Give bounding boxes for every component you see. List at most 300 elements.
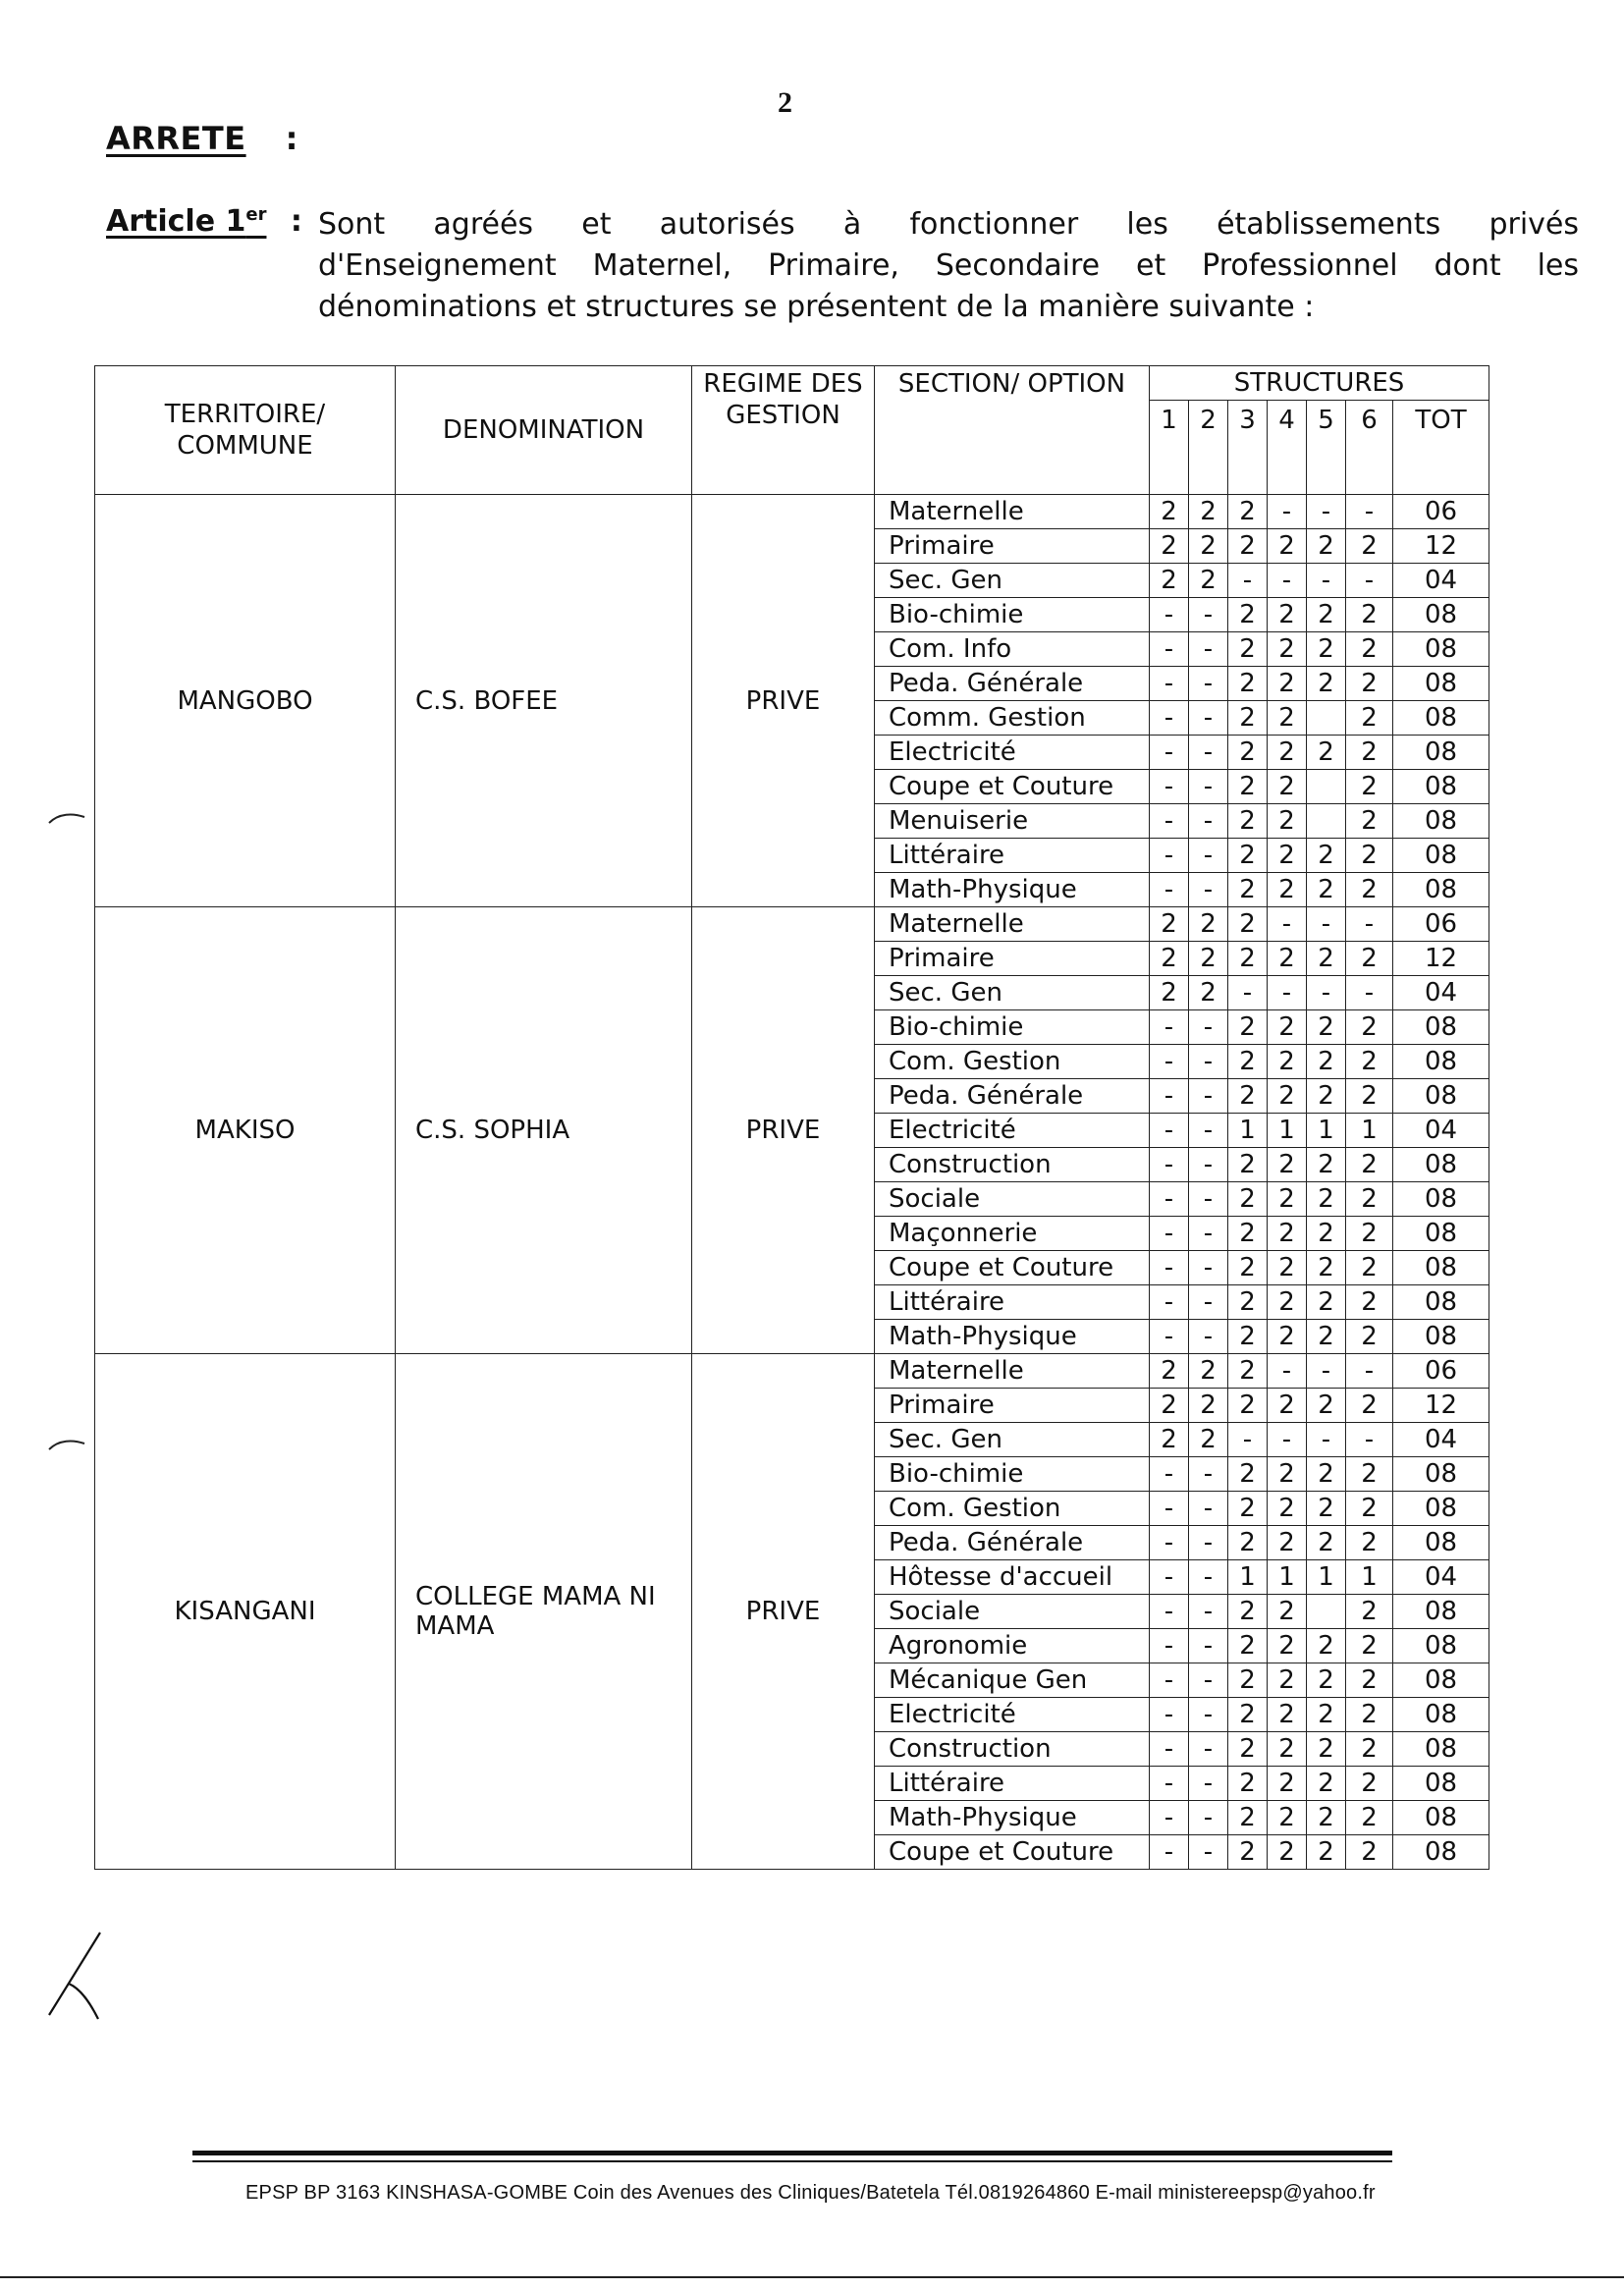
structure-cell: 2 bbox=[1150, 976, 1189, 1010]
structure-cell: - bbox=[1268, 495, 1307, 529]
header-territoire: TERRITOIRE/ COMMUNE bbox=[95, 366, 396, 495]
structure-cell: 2 bbox=[1346, 1079, 1393, 1114]
article-text bbox=[318, 204, 1579, 328]
total-cell: 08 bbox=[1393, 1767, 1489, 1801]
structure-cell: 2 bbox=[1228, 1285, 1268, 1320]
structure-cell: - bbox=[1189, 1251, 1228, 1285]
article-line: dénominations et structures se présentent de la manière suivante : bbox=[318, 290, 1315, 324]
structure-cell: 1 bbox=[1346, 1560, 1393, 1595]
structure-cell: 2 bbox=[1346, 804, 1393, 839]
structure-cell: - bbox=[1189, 770, 1228, 804]
section-cell: Bio-chimie bbox=[875, 598, 1150, 632]
structure-cell: 2 bbox=[1228, 1526, 1268, 1560]
header-section: SECTION/ OPTION bbox=[875, 366, 1150, 495]
structure-cell: 2 bbox=[1346, 1320, 1393, 1354]
section-cell: Mécanique Gen bbox=[875, 1663, 1150, 1698]
structure-cell: 2 bbox=[1307, 667, 1346, 701]
structure-cell: 2 bbox=[1228, 1663, 1268, 1698]
structure-cell: - bbox=[1228, 564, 1268, 598]
structure-cell: 2 bbox=[1189, 907, 1228, 942]
structure-cell: 2 bbox=[1228, 1629, 1268, 1663]
section-cell: Math-Physique bbox=[875, 1801, 1150, 1835]
structure-cell: 2 bbox=[1268, 1079, 1307, 1114]
total-cell: 08 bbox=[1393, 1010, 1489, 1045]
signature-mark bbox=[39, 1925, 128, 2023]
structure-cell: 2 bbox=[1346, 770, 1393, 804]
section-cell: Maternelle bbox=[875, 907, 1150, 942]
structure-cell: 2 bbox=[1150, 1389, 1189, 1423]
structure-cell: - bbox=[1189, 1560, 1228, 1595]
structure-cell: - bbox=[1346, 1354, 1393, 1389]
structure-cell: 2 bbox=[1189, 529, 1228, 564]
structure-cell: 2 bbox=[1268, 1767, 1307, 1801]
structure-cell: - bbox=[1268, 564, 1307, 598]
total-cell: 08 bbox=[1393, 839, 1489, 873]
structure-cell: - bbox=[1268, 976, 1307, 1010]
structure-cell: 2 bbox=[1268, 632, 1307, 667]
structure-cell: 2 bbox=[1268, 1457, 1307, 1492]
structure-cell bbox=[1307, 1595, 1346, 1629]
structure-cell: - bbox=[1150, 1629, 1189, 1663]
article-colon: : bbox=[290, 204, 302, 239]
structure-cell: - bbox=[1150, 1698, 1189, 1732]
header-col-tot: TOT bbox=[1393, 401, 1489, 495]
structure-cell: 2 bbox=[1228, 1389, 1268, 1423]
structure-cell: - bbox=[1189, 736, 1228, 770]
structure-cell bbox=[1307, 770, 1346, 804]
structure-cell: 2 bbox=[1307, 1801, 1346, 1835]
header-col-1: 1 bbox=[1150, 401, 1189, 495]
structure-cell: 2 bbox=[1268, 598, 1307, 632]
structure-cell: 2 bbox=[1228, 1801, 1268, 1835]
denomination-cell: COLLEGE MAMA NI MAMA bbox=[396, 1354, 692, 1870]
structure-cell: - bbox=[1268, 1354, 1307, 1389]
structure-cell: 2 bbox=[1307, 1698, 1346, 1732]
margin-mark bbox=[47, 1438, 86, 1451]
table-row bbox=[95, 495, 1489, 529]
structure-cell: - bbox=[1150, 1835, 1189, 1870]
structures-table bbox=[94, 365, 1489, 1870]
section-cell: Coupe et Couture bbox=[875, 1835, 1150, 1870]
structure-cell: 2 bbox=[1346, 598, 1393, 632]
structure-cell: 2 bbox=[1228, 736, 1268, 770]
structure-cell: 2 bbox=[1268, 1285, 1307, 1320]
structure-cell: 2 bbox=[1307, 1663, 1346, 1698]
structure-cell: - bbox=[1189, 1801, 1228, 1835]
structure-cell: 2 bbox=[1268, 1182, 1307, 1217]
structure-cell: 2 bbox=[1268, 1320, 1307, 1354]
total-cell: 04 bbox=[1393, 976, 1489, 1010]
structure-cell: 2 bbox=[1228, 1217, 1268, 1251]
structure-cell: 2 bbox=[1346, 1801, 1393, 1835]
regime-cell: PRIVE bbox=[692, 907, 875, 1354]
structure-cell: - bbox=[1189, 1595, 1228, 1629]
structure-cell: - bbox=[1150, 632, 1189, 667]
section-cell: Sociale bbox=[875, 1595, 1150, 1629]
total-cell: 04 bbox=[1393, 1560, 1489, 1595]
structure-cell: 2 bbox=[1307, 598, 1346, 632]
structure-cell: 2 bbox=[1268, 839, 1307, 873]
structure-cell: 2 bbox=[1307, 942, 1346, 976]
total-cell: 08 bbox=[1393, 1182, 1489, 1217]
structure-cell: 2 bbox=[1268, 1698, 1307, 1732]
structure-cell: - bbox=[1150, 1148, 1189, 1182]
structure-cell: 2 bbox=[1346, 1010, 1393, 1045]
structure-cell: - bbox=[1150, 736, 1189, 770]
structure-cell: - bbox=[1189, 1457, 1228, 1492]
article-line: d'Enseignement Maternel, Primaire, Secondaire et Professionnel dont les bbox=[318, 248, 1579, 283]
section-cell: Littéraire bbox=[875, 839, 1150, 873]
section-cell: Math-Physique bbox=[875, 873, 1150, 907]
structure-cell: 2 bbox=[1228, 1595, 1268, 1629]
header-col-5: 5 bbox=[1307, 401, 1346, 495]
structure-cell: 2 bbox=[1228, 632, 1268, 667]
structure-cell: 2 bbox=[1268, 804, 1307, 839]
structure-cell: - bbox=[1150, 1251, 1189, 1285]
structure-cell: 2 bbox=[1307, 529, 1346, 564]
section-cell: Peda. Générale bbox=[875, 1526, 1150, 1560]
section-cell: Electricité bbox=[875, 1114, 1150, 1148]
section-cell: Math-Physique bbox=[875, 1320, 1150, 1354]
total-cell: 08 bbox=[1393, 1732, 1489, 1767]
structure-cell: - bbox=[1150, 701, 1189, 736]
structure-cell: 2 bbox=[1307, 1629, 1346, 1663]
structure-cell: 2 bbox=[1228, 873, 1268, 907]
total-cell: 04 bbox=[1393, 564, 1489, 598]
structure-cell: 2 bbox=[1268, 1251, 1307, 1285]
structure-cell: 2 bbox=[1346, 1698, 1393, 1732]
structure-cell: 2 bbox=[1346, 873, 1393, 907]
structure-cell: - bbox=[1189, 1285, 1228, 1320]
table-body bbox=[95, 495, 1489, 1870]
structure-cell: 2 bbox=[1228, 770, 1268, 804]
structure-cell: 2 bbox=[1268, 1732, 1307, 1767]
structure-cell: 2 bbox=[1189, 1389, 1228, 1423]
structure-cell: 2 bbox=[1346, 701, 1393, 736]
regime-cell: PRIVE bbox=[692, 1354, 875, 1870]
structure-cell: 2 bbox=[1189, 564, 1228, 598]
structure-cell: 2 bbox=[1268, 1010, 1307, 1045]
structure-cell: 2 bbox=[1228, 667, 1268, 701]
section-cell: Littéraire bbox=[875, 1285, 1150, 1320]
structure-cell: 2 bbox=[1346, 1835, 1393, 1870]
structure-cell bbox=[1307, 701, 1346, 736]
total-cell: 08 bbox=[1393, 701, 1489, 736]
structure-cell: - bbox=[1189, 804, 1228, 839]
footer-rule-thin bbox=[192, 2160, 1392, 2162]
structure-cell: 2 bbox=[1307, 1320, 1346, 1354]
page-number: 2 bbox=[778, 86, 792, 119]
regime-cell: PRIVE bbox=[692, 495, 875, 907]
structure-cell: - bbox=[1150, 1560, 1189, 1595]
structure-cell: 2 bbox=[1307, 1251, 1346, 1285]
structure-cell: - bbox=[1189, 1767, 1228, 1801]
section-cell: Comm. Gestion bbox=[875, 701, 1150, 736]
structure-cell: 2 bbox=[1228, 1010, 1268, 1045]
structure-cell: 2 bbox=[1346, 1732, 1393, 1767]
structure-cell: - bbox=[1307, 1423, 1346, 1457]
structure-cell: - bbox=[1150, 804, 1189, 839]
territoire-cell: MAKISO bbox=[95, 907, 396, 1354]
structure-cell: 2 bbox=[1150, 1354, 1189, 1389]
total-cell: 06 bbox=[1393, 907, 1489, 942]
structure-cell: - bbox=[1150, 1767, 1189, 1801]
total-cell: 08 bbox=[1393, 1492, 1489, 1526]
total-cell: 06 bbox=[1393, 1354, 1489, 1389]
section-cell: Maternelle bbox=[875, 495, 1150, 529]
section-cell: Peda. Générale bbox=[875, 667, 1150, 701]
structure-cell: 2 bbox=[1307, 1182, 1346, 1217]
bottom-rule bbox=[0, 2276, 1624, 2278]
structure-cell: 2 bbox=[1268, 701, 1307, 736]
total-cell: 08 bbox=[1393, 1698, 1489, 1732]
header-structures: STRUCTURES bbox=[1150, 366, 1489, 401]
structure-cell: 2 bbox=[1228, 1698, 1268, 1732]
structure-cell bbox=[1307, 804, 1346, 839]
structure-cell: - bbox=[1189, 1698, 1228, 1732]
structure-cell: 2 bbox=[1346, 1595, 1393, 1629]
structure-cell: 2 bbox=[1189, 495, 1228, 529]
structure-cell: 2 bbox=[1228, 598, 1268, 632]
structure-cell: - bbox=[1189, 873, 1228, 907]
structure-cell: - bbox=[1307, 564, 1346, 598]
structure-cell: 2 bbox=[1150, 495, 1189, 529]
table-row bbox=[95, 1354, 1489, 1389]
article-label bbox=[106, 204, 302, 239]
total-cell: 12 bbox=[1393, 1389, 1489, 1423]
structure-cell: - bbox=[1228, 976, 1268, 1010]
structure-cell: - bbox=[1150, 1114, 1189, 1148]
arrete-heading bbox=[106, 120, 298, 157]
article-line: Sont agréés et autorisés à fonctionner les établissements privés bbox=[318, 207, 1579, 242]
structure-cell: - bbox=[1189, 1835, 1228, 1870]
structure-cell: 2 bbox=[1346, 1492, 1393, 1526]
structure-cell: 2 bbox=[1228, 1492, 1268, 1526]
structure-cell: 2 bbox=[1189, 976, 1228, 1010]
structure-cell: 1 bbox=[1307, 1560, 1346, 1595]
total-cell: 12 bbox=[1393, 529, 1489, 564]
structure-cell: 2 bbox=[1307, 839, 1346, 873]
structure-cell: 2 bbox=[1268, 942, 1307, 976]
structure-cell: 2 bbox=[1346, 1182, 1393, 1217]
section-cell: Com. Gestion bbox=[875, 1492, 1150, 1526]
structure-cell: 2 bbox=[1307, 1285, 1346, 1320]
header-col-6: 6 bbox=[1346, 401, 1393, 495]
structure-cell: - bbox=[1150, 1182, 1189, 1217]
structure-cell: 2 bbox=[1268, 1595, 1307, 1629]
section-cell: Primaire bbox=[875, 1389, 1150, 1423]
structure-cell: 2 bbox=[1228, 1835, 1268, 1870]
section-cell: Construction bbox=[875, 1732, 1150, 1767]
section-cell: Coupe et Couture bbox=[875, 770, 1150, 804]
structure-cell: 2 bbox=[1346, 1629, 1393, 1663]
structure-cell: - bbox=[1189, 1079, 1228, 1114]
total-cell: 08 bbox=[1393, 1285, 1489, 1320]
structure-cell: 2 bbox=[1268, 1148, 1307, 1182]
total-cell: 12 bbox=[1393, 942, 1489, 976]
structure-cell: 2 bbox=[1307, 1389, 1346, 1423]
structure-cell: 2 bbox=[1189, 942, 1228, 976]
structure-cell: 2 bbox=[1268, 1801, 1307, 1835]
total-cell: 04 bbox=[1393, 1423, 1489, 1457]
territoire-cell: KISANGANI bbox=[95, 1354, 396, 1870]
structure-cell: 2 bbox=[1307, 1079, 1346, 1114]
structure-cell: 2 bbox=[1268, 736, 1307, 770]
structure-cell: 2 bbox=[1228, 1320, 1268, 1354]
structure-cell: 2 bbox=[1228, 804, 1268, 839]
structure-cell: 2 bbox=[1307, 873, 1346, 907]
total-cell: 08 bbox=[1393, 1148, 1489, 1182]
section-cell: Littéraire bbox=[875, 1767, 1150, 1801]
table-row bbox=[95, 907, 1489, 942]
structure-cell: 2 bbox=[1307, 1457, 1346, 1492]
structure-cell: - bbox=[1189, 1045, 1228, 1079]
total-cell: 08 bbox=[1393, 1526, 1489, 1560]
arrete-title: ARRETE bbox=[106, 120, 246, 157]
structure-cell: - bbox=[1189, 598, 1228, 632]
structure-cell: - bbox=[1189, 1629, 1228, 1663]
structure-cell: 1 bbox=[1268, 1560, 1307, 1595]
structure-cell: 2 bbox=[1346, 1457, 1393, 1492]
section-cell: Construction bbox=[875, 1148, 1150, 1182]
structure-cell: - bbox=[1150, 1079, 1189, 1114]
structure-cell: - bbox=[1189, 667, 1228, 701]
section-cell: Peda. Générale bbox=[875, 1079, 1150, 1114]
section-cell: Electricité bbox=[875, 736, 1150, 770]
structure-cell: 1 bbox=[1307, 1114, 1346, 1148]
structure-cell: 2 bbox=[1307, 1492, 1346, 1526]
total-cell: 08 bbox=[1393, 1045, 1489, 1079]
structure-cell: 2 bbox=[1307, 1732, 1346, 1767]
total-cell: 08 bbox=[1393, 1251, 1489, 1285]
structure-cell: - bbox=[1189, 1320, 1228, 1354]
structure-cell: - bbox=[1189, 1492, 1228, 1526]
structure-cell: 2 bbox=[1189, 1423, 1228, 1457]
structure-cell: - bbox=[1189, 701, 1228, 736]
header-denomination: DENOMINATION bbox=[396, 366, 692, 495]
section-cell: Com. Info bbox=[875, 632, 1150, 667]
total-cell: 08 bbox=[1393, 1801, 1489, 1835]
structure-cell: 2 bbox=[1346, 667, 1393, 701]
article-label-sup: er bbox=[245, 204, 267, 225]
section-cell: Sec. Gen bbox=[875, 976, 1150, 1010]
total-cell: 08 bbox=[1393, 1457, 1489, 1492]
structure-cell: 2 bbox=[1346, 1526, 1393, 1560]
total-cell: 08 bbox=[1393, 1217, 1489, 1251]
structure-cell: 2 bbox=[1346, 942, 1393, 976]
structure-cell: 2 bbox=[1228, 1767, 1268, 1801]
structure-cell: 2 bbox=[1268, 1045, 1307, 1079]
structure-cell: 2 bbox=[1307, 1526, 1346, 1560]
structure-cell: - bbox=[1346, 907, 1393, 942]
structure-cell: - bbox=[1150, 1801, 1189, 1835]
structure-cell: - bbox=[1346, 976, 1393, 1010]
section-cell: Electricité bbox=[875, 1698, 1150, 1732]
structure-cell: - bbox=[1307, 976, 1346, 1010]
structure-cell: - bbox=[1150, 1045, 1189, 1079]
structure-cell: - bbox=[1346, 495, 1393, 529]
structure-cell: 2 bbox=[1268, 1526, 1307, 1560]
structure-cell: 2 bbox=[1307, 1010, 1346, 1045]
structure-cell: 2 bbox=[1346, 1663, 1393, 1698]
structure-cell: - bbox=[1150, 1217, 1189, 1251]
structure-cell: - bbox=[1150, 1663, 1189, 1698]
structure-cell: 2 bbox=[1307, 632, 1346, 667]
structure-cell: 2 bbox=[1150, 1423, 1189, 1457]
section-cell: Menuiserie bbox=[875, 804, 1150, 839]
structure-cell: 2 bbox=[1228, 1079, 1268, 1114]
total-cell: 08 bbox=[1393, 667, 1489, 701]
structure-cell: 2 bbox=[1346, 839, 1393, 873]
total-cell: 08 bbox=[1393, 1629, 1489, 1663]
section-cell: Coupe et Couture bbox=[875, 1251, 1150, 1285]
section-cell: Sec. Gen bbox=[875, 564, 1150, 598]
total-cell: 08 bbox=[1393, 598, 1489, 632]
total-cell: 08 bbox=[1393, 1595, 1489, 1629]
territoire-cell: MANGOBO bbox=[95, 495, 396, 907]
structure-cell: - bbox=[1189, 1182, 1228, 1217]
structure-cell: - bbox=[1189, 1663, 1228, 1698]
footer-rule bbox=[192, 2151, 1392, 2155]
structure-cell: 2 bbox=[1307, 1045, 1346, 1079]
arrete-colon: : bbox=[285, 120, 298, 157]
structure-cell: - bbox=[1189, 839, 1228, 873]
structure-cell: - bbox=[1150, 1320, 1189, 1354]
structure-cell: 2 bbox=[1228, 839, 1268, 873]
structure-cell: 2 bbox=[1346, 1285, 1393, 1320]
denomination-cell: C.S. BOFEE bbox=[396, 495, 692, 907]
header-col-2: 2 bbox=[1189, 401, 1228, 495]
structure-cell: 2 bbox=[1346, 529, 1393, 564]
structure-cell: 2 bbox=[1346, 1251, 1393, 1285]
structure-cell: 2 bbox=[1150, 907, 1189, 942]
total-cell: 08 bbox=[1393, 804, 1489, 839]
structure-cell: 2 bbox=[1346, 632, 1393, 667]
total-cell: 08 bbox=[1393, 873, 1489, 907]
section-cell: Maçonnerie bbox=[875, 1217, 1150, 1251]
structure-cell: - bbox=[1307, 495, 1346, 529]
structure-cell: 2 bbox=[1150, 529, 1189, 564]
structure-cell: 2 bbox=[1268, 1835, 1307, 1870]
structure-cell: 2 bbox=[1346, 736, 1393, 770]
structure-cell: - bbox=[1189, 1010, 1228, 1045]
structure-cell: 2 bbox=[1228, 495, 1268, 529]
structure-cell: 2 bbox=[1268, 1663, 1307, 1698]
structure-cell: 2 bbox=[1307, 1767, 1346, 1801]
structure-cell: 2 bbox=[1268, 667, 1307, 701]
structure-cell: - bbox=[1346, 1423, 1393, 1457]
total-cell: 08 bbox=[1393, 1079, 1489, 1114]
structure-cell: 2 bbox=[1307, 1148, 1346, 1182]
structure-cell: 2 bbox=[1307, 1835, 1346, 1870]
structure-cell: - bbox=[1189, 1114, 1228, 1148]
structure-cell: 2 bbox=[1346, 1767, 1393, 1801]
section-cell: Primaire bbox=[875, 529, 1150, 564]
structure-cell: 2 bbox=[1268, 873, 1307, 907]
structure-cell: - bbox=[1307, 907, 1346, 942]
structure-cell: - bbox=[1150, 1732, 1189, 1767]
structure-cell: - bbox=[1189, 1217, 1228, 1251]
total-cell: 06 bbox=[1393, 495, 1489, 529]
structure-cell: - bbox=[1150, 1010, 1189, 1045]
section-cell: Sociale bbox=[875, 1182, 1150, 1217]
header-col-3: 3 bbox=[1228, 401, 1268, 495]
section-cell: Com. Gestion bbox=[875, 1045, 1150, 1079]
total-cell: 08 bbox=[1393, 1663, 1489, 1698]
footer-address: EPSP BP 3163 KINSHASA-GOMBE Coin des Avenues des Cliniques/Batetela Tél.0819264860 E-mail ministereepsp@yahoo.fr bbox=[245, 2182, 1376, 2204]
structure-cell: 2 bbox=[1307, 1217, 1346, 1251]
structure-cell: 2 bbox=[1228, 1457, 1268, 1492]
